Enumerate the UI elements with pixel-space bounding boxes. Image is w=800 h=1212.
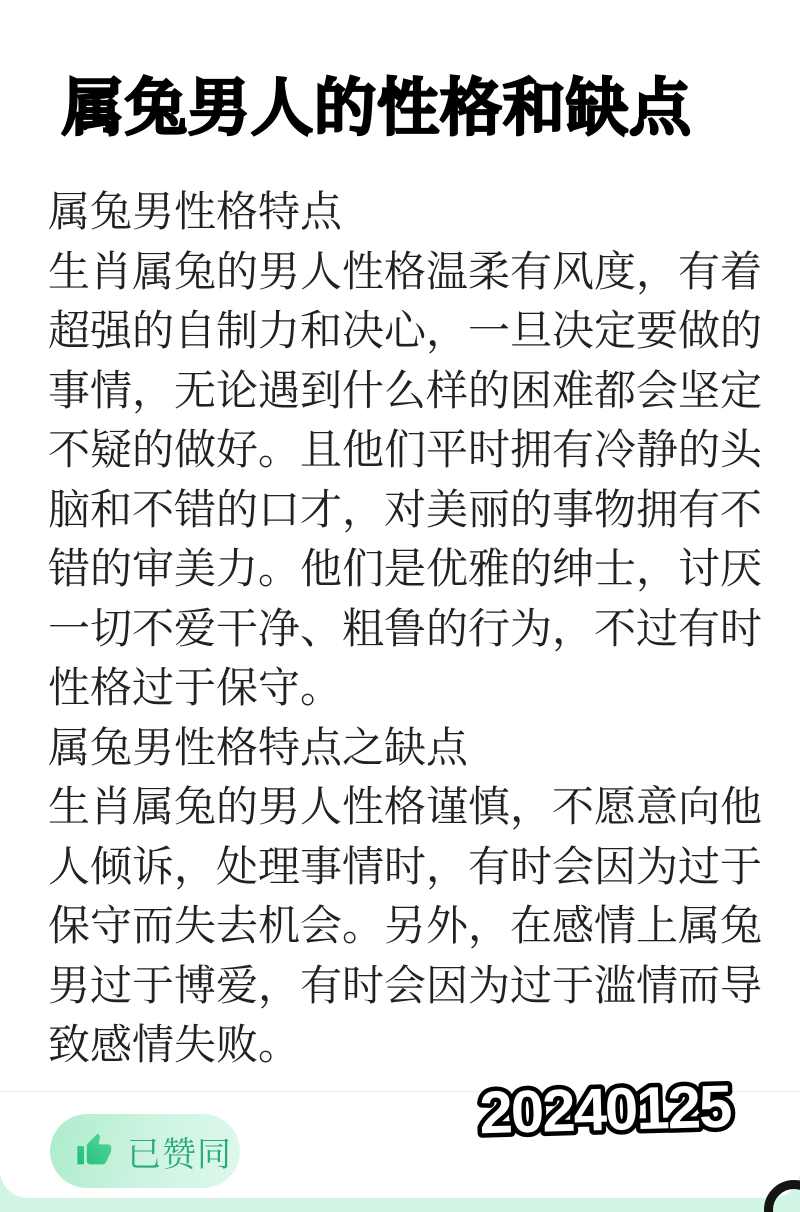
body-line: 性格过于保守。 (48, 664, 343, 711)
body-line: 生肖属兔的男人性格谨慎，不愿意向他 (48, 783, 763, 830)
body-line: 保守而失去机会。另外，在感情上属兔 (48, 902, 763, 949)
date-text: 20240125 (478, 1072, 732, 1147)
body-line: 一切不爱干净、粗鲁的行为，不过有时 (48, 604, 763, 652)
body-line: 错的审美力。他们是优雅的绅士，讨厌 (48, 545, 763, 592)
agreed-button-label: 已赞同 (127, 1135, 232, 1174)
body-subtitle: 属兔男性格特点之缺点 (48, 723, 469, 771)
body-subtitle: 属兔男性格特点 (48, 188, 343, 235)
page-title: 属兔男人的性格和缺点 (62, 74, 693, 143)
article-body (48, 182, 768, 1075)
body-line: 生肖属兔的男人性格温柔有风度，有着 (48, 247, 763, 295)
body-line: 事情，无论遇到什么样的困难都会坚定 (48, 366, 763, 414)
body-line: 不疑的做好。且他们平时拥有冷静的头 (48, 426, 763, 473)
agreed-button[interactable] (50, 1114, 240, 1188)
body-line: 男过于博爱，有时会因为过于滥情而导 (48, 961, 763, 1009)
thumbs-up-icon (74, 1131, 114, 1171)
body-line: 脑和不错的口才，对美丽的事物拥有不 (48, 485, 763, 533)
body-line: 致感情失败。 (48, 1021, 301, 1068)
body-line: 人倾诉，处理事情时，有时会因为过于 (48, 842, 763, 890)
date-sticker-svg (449, 1068, 761, 1154)
body-line: 超强的自制力和决心，一旦决定要做的 (48, 307, 763, 354)
date-sticker (449, 1068, 761, 1159)
